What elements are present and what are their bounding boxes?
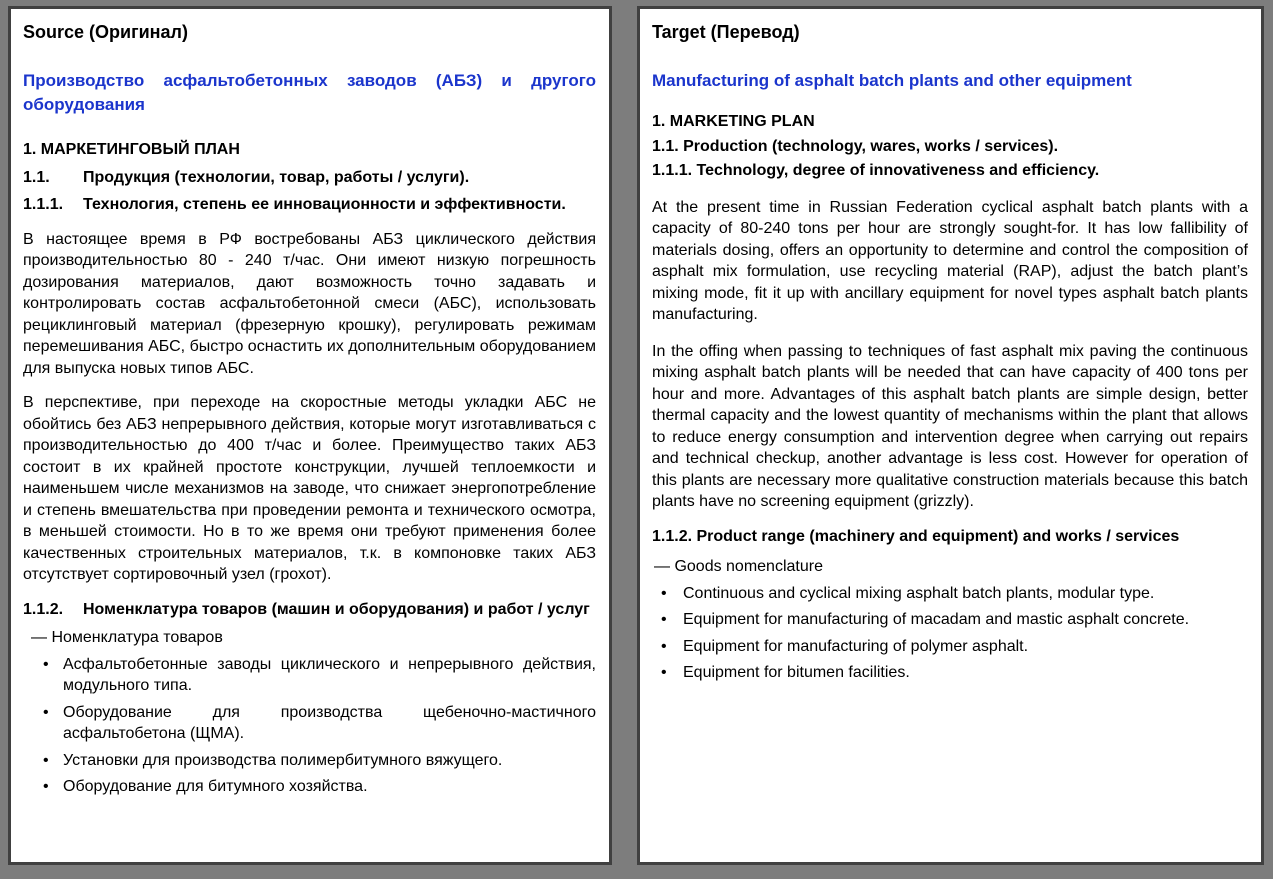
list-item bbox=[23, 776, 596, 798]
list-item bbox=[23, 654, 596, 697]
source-heading-1-1-2 bbox=[23, 599, 596, 621]
heading-text: Технология, степень ее инновационности и эффективности. bbox=[83, 196, 566, 213]
target-dash-item: — Goods nomenclature bbox=[654, 558, 823, 575]
source-heading-block bbox=[23, 139, 596, 216]
list-item bbox=[652, 636, 1248, 658]
bullet-icon: • bbox=[43, 703, 49, 721]
source-panel bbox=[8, 6, 612, 865]
list-item-text: Equipment for bitumen facilities. bbox=[683, 664, 910, 681]
target-panel-title: Target (Перевод) bbox=[652, 22, 800, 42]
heading-text: Продукция (технологии, товар, работы / услуги). bbox=[83, 168, 470, 186]
bullet-icon: • bbox=[661, 611, 667, 628]
list-item-text: Оборудование для производства щебеночно-мастичного асфальтобетона (ЩМА). bbox=[63, 703, 596, 742]
list-item-text: Установки для производства полимербитумного вяжущего. bbox=[63, 751, 503, 769]
target-heading-1-1-2: 1.1.2. Product range (machinery and equipment) and works / services bbox=[652, 527, 1180, 545]
source-heading-1-1 bbox=[23, 167, 596, 189]
heading-text: Номенклатура товаров (машин и оборудования) и работ / услуг bbox=[83, 600, 590, 618]
source-paragraph-2: В перспективе, при переходе на скоростные методы укладки АБС не обойтись без АБЗ непрерывного действия, которые могут изготавливаться с производительностью до 400 т/час и более. Преимущество таких АБЗ состоит в их крайней простоте конструкции, лучшей теплоемкости и наименьшем числе механизмов на заводе, что снижает энергопотребление и степень вмешательства при проведении ремонта и технического осмотра, в меньшей стоимости. Но в то же время они требуют применения более качественных строительных материалов, т.к. в компоновке таких АБЗ отсутствует сортировочный узел (грохот). bbox=[23, 394, 596, 583]
target-paragraph-1: At the present time in Russian Federation cyclical asphalt batch plants with a capacity of 80-240 tons per hour are strongly sought-for. It has low fallibility of materials dosing, offers an opportunity to determine and control the composition of asphalt mix formulation, use recycling material (RAP), adjust the batch plant’s mixing mode, fit it up with ancillary equipment for novel types asphalt batch plants manufacturing. bbox=[652, 198, 1248, 323]
list-item bbox=[652, 662, 1248, 684]
list-item bbox=[23, 702, 596, 745]
source-bullet-list bbox=[23, 654, 596, 798]
list-item-text: Equipment for manufacturing of polymer asphalt. bbox=[683, 637, 1029, 655]
target-paragraph-2: In the offing when passing to techniques of fast asphalt mix paving the continuous mixing asphalt batch plants will be needed that can have capacity of 400 tons per hour and more. Advantages of this asphalt batch plants are simple design, better thermal capacity and the lowest quantity of mechanisms within the plant that allows to reduce energy consumption and intervention degree when carrying out repairs and technical checkup, another advantage is less cost. However for operation of this plants are necessary more qualitative construction materials because this batch plants have no screening equipment (grizzly). bbox=[652, 342, 1248, 510]
target-heading-1-1-1: 1.1.1. Technology, degree of innovativeness and efficiency. bbox=[652, 162, 1100, 179]
target-heading-1: 1. MARKETING PLAN bbox=[652, 113, 815, 130]
source-main-heading: Производство асфальтобетонных заводов (АБЗ) и другого оборудования bbox=[23, 71, 596, 114]
list-item-text: Continuous and cyclical mixing asphalt batch plants, modular type. bbox=[683, 584, 1155, 602]
list-item bbox=[23, 750, 596, 772]
list-item bbox=[652, 609, 1248, 631]
list-item-text: Оборудование для битумного хозяйства. bbox=[63, 778, 368, 795]
bullet-icon: • bbox=[661, 584, 667, 602]
list-item bbox=[652, 583, 1248, 605]
heading-number: 1.1.1. bbox=[23, 196, 64, 213]
list-item-text: Асфальтобетонные заводы циклического и непрерывного действия, модульного типа. bbox=[63, 655, 596, 694]
bullet-icon: • bbox=[43, 751, 49, 769]
source-heading-1-1-1 bbox=[23, 194, 596, 216]
bullet-icon: • bbox=[661, 637, 667, 655]
target-bullet-list bbox=[652, 583, 1248, 684]
source-panel-title: Source (Оригинал) bbox=[23, 22, 188, 42]
bullet-icon: • bbox=[43, 655, 49, 673]
heading-number: 1.1. bbox=[23, 168, 50, 186]
source-paragraph-1: В настоящее время в РФ востребованы АБЗ циклического действия производительностью 80 - 240 т/час. Они имеют низкую погрешность дозирования материалов, дают возможность точно задавать и контролировать состав асфальтобетонной смеси (АБС), использовать рециклинговый материал (фрезерную крошку), регулировать режимам перемешивания АБС, быстро оснастить их дополнительным оборудованием для выпуска новых типов АБС. bbox=[23, 230, 596, 377]
list-item-text: Equipment for manufacturing of macadam and mastic asphalt concrete. bbox=[683, 611, 1190, 628]
heading-number: 1.1.2. bbox=[23, 600, 64, 618]
target-panel bbox=[637, 6, 1264, 865]
source-heading-1: 1. МАРКЕТИНГОВЫЙ ПЛАН bbox=[23, 141, 240, 158]
bullet-icon: • bbox=[43, 778, 49, 795]
bullet-icon: • bbox=[661, 664, 667, 681]
target-heading-1-1: 1.1. Production (technology, wares, works / services). bbox=[652, 137, 1059, 155]
target-main-heading: Manufacturing of asphalt batch plants and other equipment bbox=[652, 71, 1132, 90]
target-heading-block bbox=[652, 111, 1248, 182]
source-dash-item: — Номенклатура товаров bbox=[31, 629, 223, 646]
